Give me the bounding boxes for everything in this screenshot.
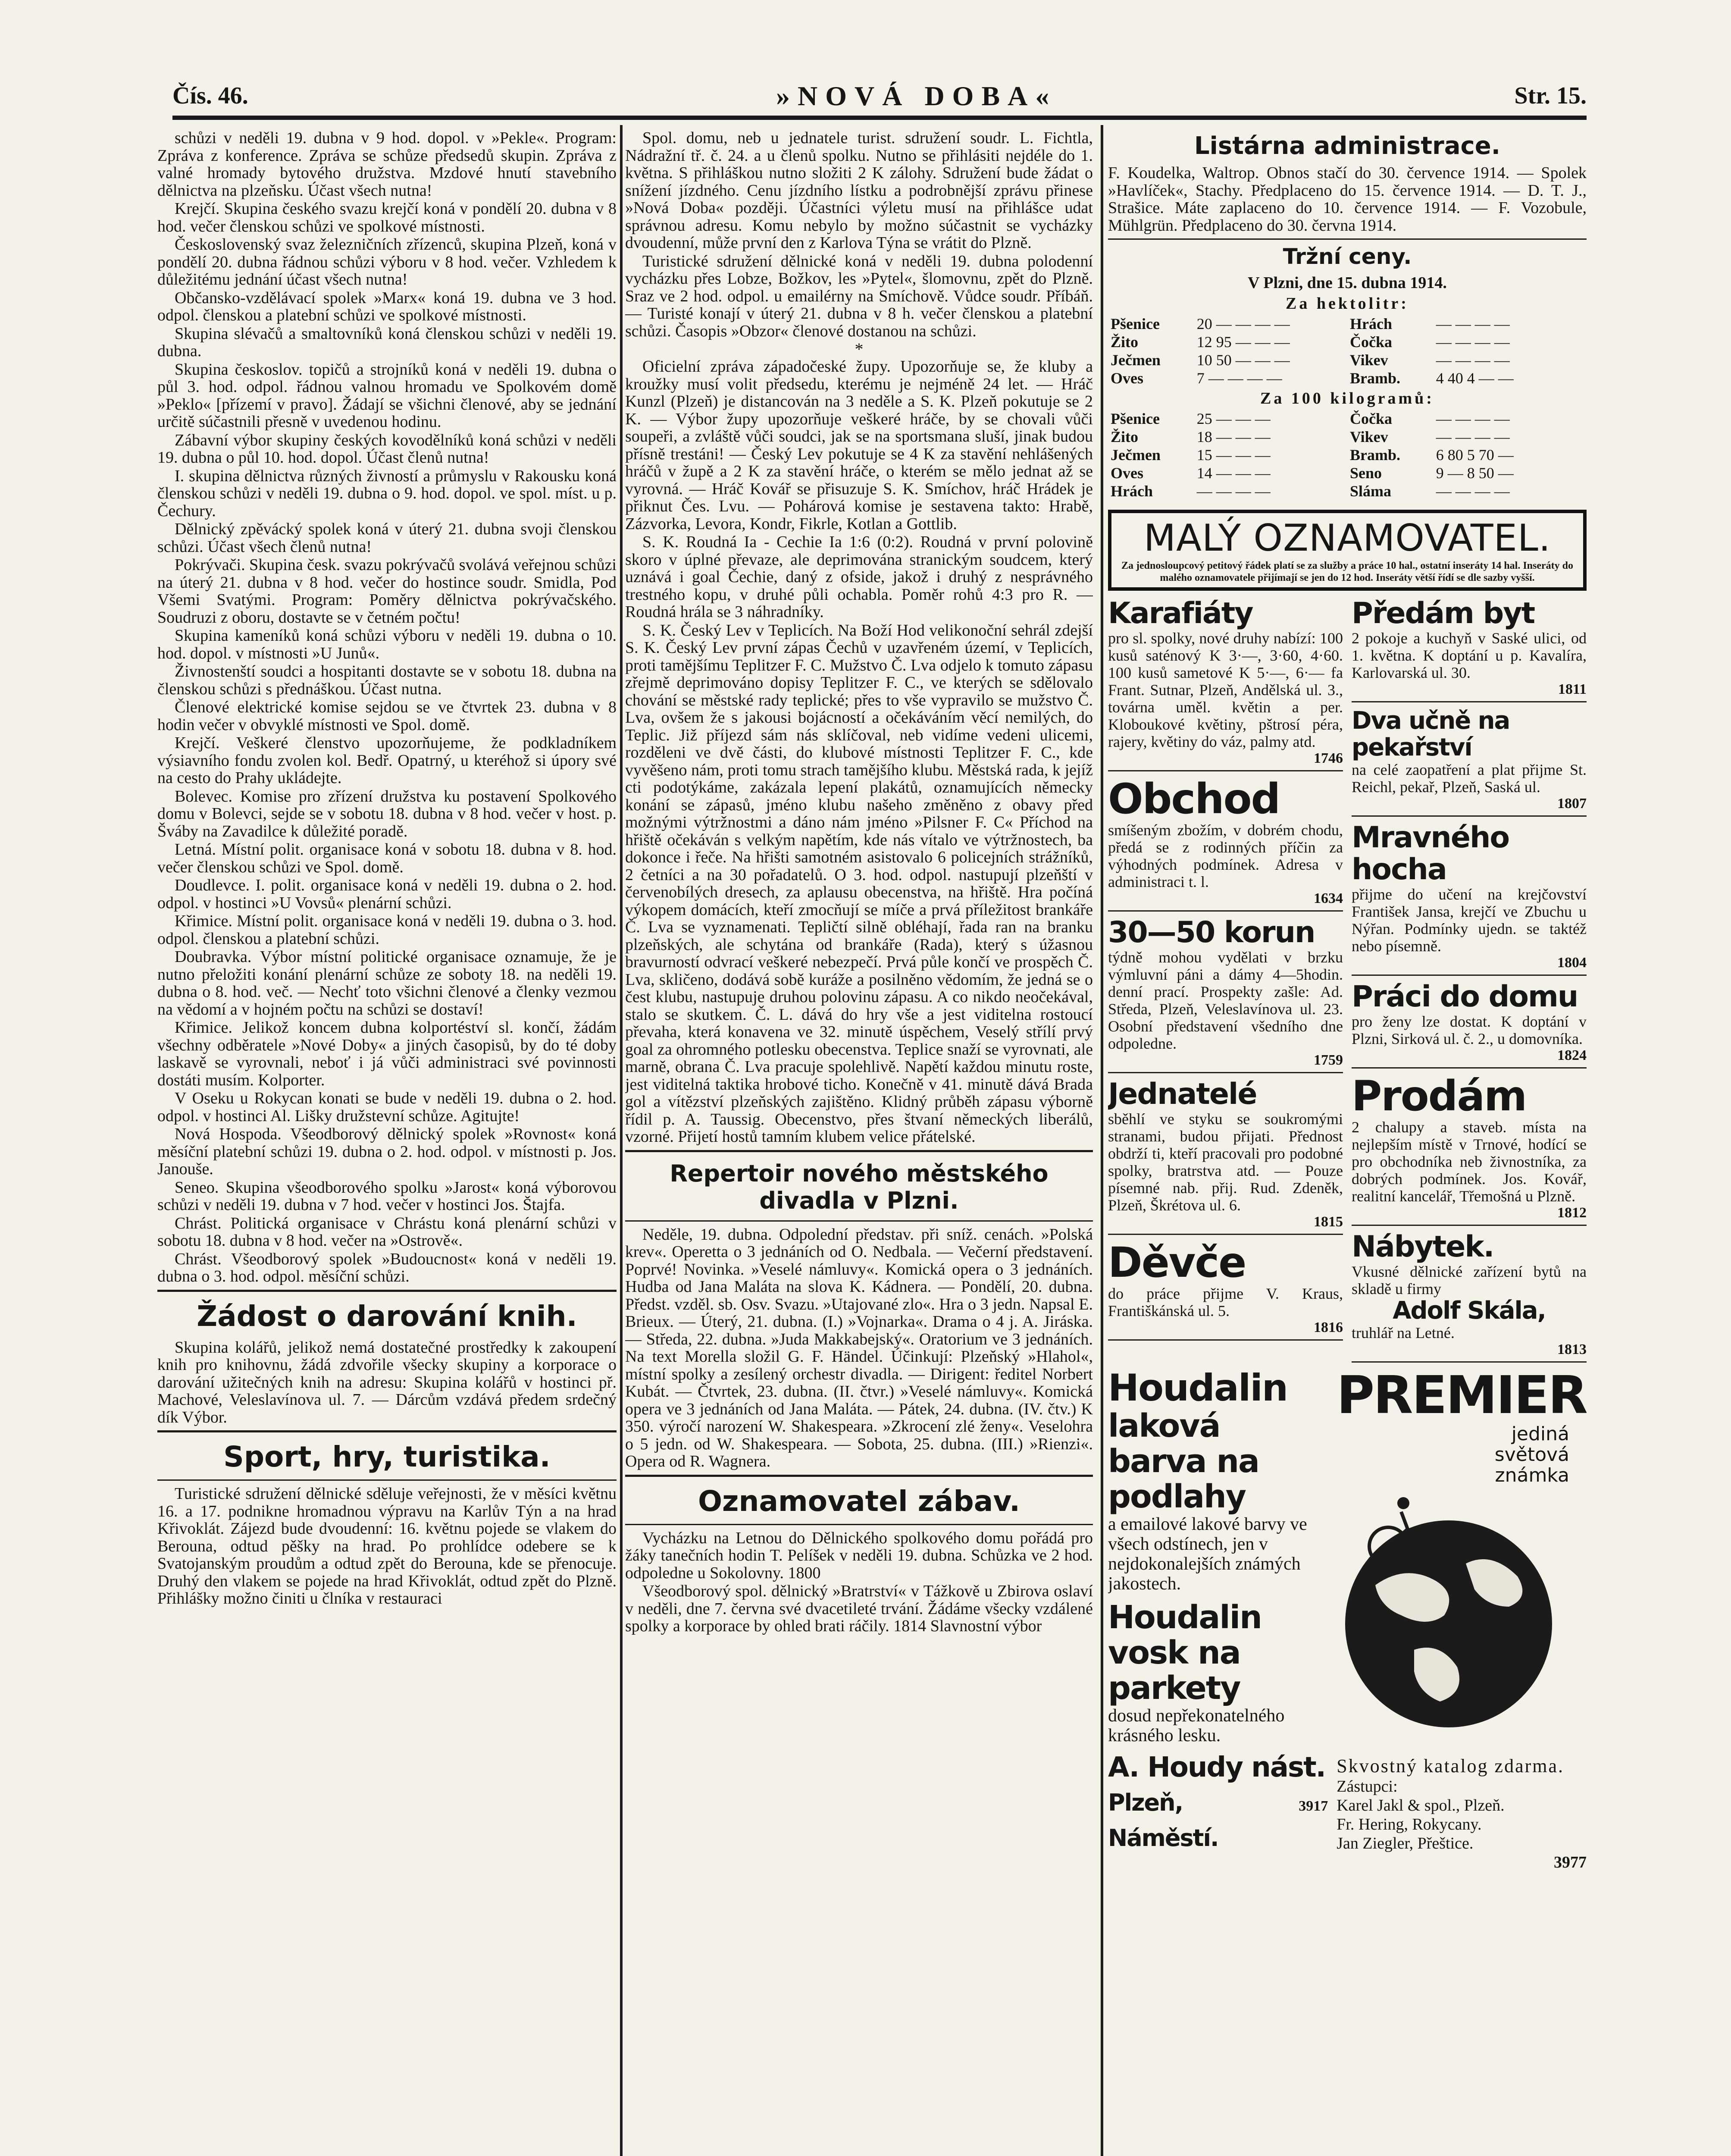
kilogram-label: Za 100 kilogramů: [1260, 389, 1434, 407]
ad-heading: Dva učně na pekařství [1352, 707, 1510, 761]
classified-ad [1352, 822, 1587, 976]
price-value: — — — — [1436, 351, 1510, 369]
notice-paragraph: V Oseku u Rokycan konati se bude v neděli 19. dubna o 2. hod. odpol. v hostinci Al. Lišky družstevní schůze. Agitujte! [157, 1089, 617, 1125]
price-value: 12 95 — — — [1196, 333, 1290, 351]
price-value: 10 50 — — — [1196, 351, 1290, 369]
classified-ad [1108, 1240, 1343, 1341]
price-label: Pšenice [1111, 410, 1160, 427]
classified-ad [1108, 598, 1343, 771]
ad-tail: truhlář na Letné. [1352, 1324, 1455, 1341]
ad-heading: Obchod [1108, 775, 1280, 823]
houdalin-body2: dosud nepřekonatelného krásného lesku. [1108, 1706, 1285, 1745]
price-label: Sláma [1349, 483, 1391, 500]
ad-number: 1807 [1557, 796, 1587, 812]
listarna-text: F. Koudelka, Waltrop. Obnos stačí do 30. července 1914. — Spolek »Havlíček«, Stachy. Předplaceno do 15. července 1914. — D. T. J., Strašice. Máte zaplaceno do 10. července 1914. — F. Vozobule, Mühlgrün. Předplaceno do 30. června 1914. [1108, 164, 1587, 235]
notice-paragraph: Seneo. Skupina všeodborového spolku »Jarost« koná výborovou schůzi v neděli 19. dubna v 7 hod. večer v hostinci Jos. Štajfa. [157, 1178, 617, 1214]
notice-paragraph: Krejčí. Skupina českého svazu krejčí koná v pondělí 20. dubna v 8 hod. večer členskou schůzi ve spolkové místnosti. [157, 200, 617, 235]
classified-ad [1352, 1231, 1587, 1363]
price-row [1108, 446, 1587, 464]
globe-bicycle-icon [1337, 1486, 1561, 1753]
price-value: 20 — — — — [1196, 315, 1290, 332]
classified-ad [1352, 598, 1587, 702]
price-value: 6 80 5 70 — [1436, 446, 1514, 464]
trzni-heading: Tržní ceny. [1283, 244, 1412, 269]
notice-paragraph: Zábavní výbor skupiny českých kovodělníků koná schůzi v neděli 19. dubna o půl 10. hod. dopol. Účast členů nutna! [157, 431, 617, 467]
price-value: 14 — — — [1196, 464, 1271, 482]
zabav-heading: Oznamovatel zábav. [698, 1484, 1020, 1518]
ad-number: 1634 [1314, 890, 1343, 906]
notice-paragraph: Skupina slévačů a smaltovníků koná členskou schůzi v neděli 19. dubna. [157, 324, 617, 360]
notice-paragraph: Turistické sdružení dělnické koná v neděli 19. dubna polodenní vycházku přes Lobze, Božkov, les »Pytel«, šlomovnu, zpět do Plzně. Sraz ve 2 hod. odpol. u emailérny na Smíchově. Vůdce soudr. Příbáň. — Turisté konají v úterý 21. dubna v 8 h. večer členskou a platební schůzi. Časopis »Obzor« členové dostanou na schůzi. [625, 252, 1093, 340]
ad-body: na celé zaopatření a plat přijme St. Reichl, pekař, Plzeň, Saská ul. [1352, 761, 1587, 796]
price-value: — — — — [1436, 483, 1510, 500]
ad-body: smíšeným zbožím, v dobrém chodu, předá se z rodinných příčin za výhodných podmínek. Adresa v administraci t. l. [1108, 821, 1343, 890]
notice-paragraph: Letná. Místní polit. organisace koná v sobotu 18. dubna v 8. hod. večer členskou schůzi ve Spol. domě. [157, 840, 617, 876]
notice-paragraph: Křimice. Místní polit. organisace koná v neděli 19. dubna o 3. hod. odpol. členskou a platební schůzi. [157, 912, 617, 948]
ad-heading: Jednatelé [1108, 1077, 1257, 1111]
premier-title: PREMIER [1337, 1366, 1587, 1426]
small-ads-left [1108, 598, 1343, 1368]
price-row [1108, 333, 1587, 351]
ad-number: 1813 [1557, 1341, 1587, 1357]
classified-ad [1352, 981, 1587, 1069]
premier-zastupce-3: Jan Ziegler, Přeštice. [1337, 1834, 1474, 1852]
notice-paragraph: Chrást. Všeodborový spolek »Budoucnost« koná v neděli 19. dubna o 3. hod. odpol. měsíční schůzi. [157, 1250, 617, 1285]
classified-ad [1108, 917, 1343, 1073]
maly-oznamovatel-title: MALÝ OZNAMOVATEL. [1143, 517, 1551, 560]
houdalin-body: a emailové lakové barvy ve všech odstínech, jen v nejdokonalejších známých jakostech. [1108, 1514, 1307, 1594]
houdalin-address: Plzeň, Náměstí. [1108, 1789, 1218, 1852]
ad-heading: Nábytek. [1352, 1230, 1494, 1264]
ad-number: 1812 [1557, 1205, 1587, 1221]
premier-zastupci-label: Zástupci: [1337, 1777, 1398, 1796]
trzni-date: V Plzni, dne 15. dubna 1914. [1248, 274, 1447, 292]
column-rule-2 [1101, 125, 1103, 2156]
price-label: Pšenice [1111, 315, 1160, 332]
notice-paragraph: Nová Hospoda. Všeodborový dělnický spolek »Rovnost« koná měsíční platební schůzi 19. dubna o 2. hod. odpol. v místnosti p. Jos. Janouše. [157, 1125, 617, 1178]
classified-ad [1352, 1074, 1587, 1226]
issue-number: Čís. 46. [172, 82, 248, 109]
column-2-sport [625, 358, 1093, 1146]
price-value: 7 — — — — [1196, 370, 1282, 387]
ad-divider [1352, 975, 1587, 976]
premier-sub-1: jediná [1511, 1423, 1569, 1445]
price-value: — — — — [1436, 315, 1510, 332]
price-value: — — — — [1436, 333, 1510, 351]
price-row [1108, 464, 1587, 482]
column-1 [157, 129, 617, 2156]
small-ads [1108, 598, 1587, 1368]
ad-body: Vkusné dělnické zařízení bytů na skladě u firmy [1352, 1263, 1587, 1297]
column-2-zabav [625, 1529, 1093, 1635]
price-value: 18 — — — [1196, 428, 1271, 445]
ad-number: 1815 [1314, 1214, 1343, 1230]
column-2 [625, 129, 1093, 2156]
hektolitr-label: Za hektolitr: [1286, 295, 1409, 313]
ad-body: pro sl. spolky, nové druhy nabízí: 100 kusů saténový K 3·—, 3·60, 4·60. 100 kusů sametové K 5·—, 6·— fa Frant. Sutnar, Plzeň, Andělská ul. 3., továrna uměl. květin a per. Kloboukové květiny, pštrosí péra, rajery, květiny do váz, palmy atd. [1108, 630, 1343, 750]
price-row [1108, 428, 1587, 446]
notice-paragraph: Československý svaz železničních zřízenců, skupina Plzeň, koná v pondělí 20. dubna řádnou schůzi výboru v 8 hod. večer. Vzhledem k důležitému jednání účast všech nutna! [157, 235, 617, 288]
newspaper-title: »NOVÁ DOBA« [776, 81, 1057, 111]
price-label: Hrách [1111, 483, 1153, 500]
premier-zastupce-2: Fr. Hering, Rokycany. [1337, 1815, 1482, 1833]
notice-paragraph: schůzi v neděli 19. dubna v 9 hod. dopol. v »Pekle«. Program: Zpráva z konference. Zpráva se schůze předsedů skupin. Zpráva z valné hromady bytového družstva. Mzdové hnutí stavebního dělnictva na plzeňsku. Účast všech nutna! [157, 129, 617, 200]
maly-oznamovatel-sub: Za jednosloupcový petitový řádek platí se za služby a práce 10 hal., ostatní inseráty 14 hal. Inseráty do malého oznamovatele přijímají se jen do 12 hod. Inseráty větší řídí se dle sazby vyšší. [1121, 560, 1574, 583]
sport-text: Turistické sdružení dělnické sděluje veřejnosti, že v měsíci květnu 16. a 17. podnikne hromadnou výpravu na Karlův Týn a na hrad Křivoklát. Zájezd bude dvoudenní: 16. květnu pojede se vlakem do Berouna, odtud pěšky na hrad. Po prohlídce odebere se k Svatojanským proudům a odtud zpět do Berouna, kde se přenocuje. Druhý den vlakem se pojede na hrad Křivoklát, odtud zpět do Plzně. Přihlášky možno činiti u člníka v restauraci [157, 1485, 617, 1608]
premier-sub-3: známka [1495, 1464, 1569, 1486]
price-label: Čočka [1349, 410, 1392, 427]
price-label: Hrách [1349, 315, 1392, 332]
ad-heading: Předám byt [1352, 596, 1535, 630]
houdalin-ad [1108, 1368, 1328, 1872]
repertoir-heading: Repertoir nového městského divadla v Plzni. [670, 1159, 1049, 1214]
notice-paragraph: Živnostenští soudci a hospitanti dostavte se v sobotu 18. dubna na členskou schůzi s přednáškou. Účast nutna. [157, 662, 617, 698]
ad-divider [1352, 1361, 1587, 1363]
classified-ad [1352, 708, 1587, 817]
price-value: 25 — — — [1196, 410, 1271, 427]
notice-paragraph: Bolevec. Komise pro zřízení družstva ku postavení Spolkového domu v Bolevci, sejde se v sobotu 18. dubna v 8 hod. večer v host. p. Šváby na Zavadilce k důležité poradě. [157, 787, 617, 840]
price-label: Vikev [1349, 351, 1388, 369]
notice-paragraph: S. K. Český Lev v Teplicích. Na Boží Hod velikonoční sehrál zdejší S. K. Český Lev první zápas Čechů v uzavřeném území, v Teplicích, proti tamějšímu Teplitzer F. C. Mužstvo Č. Lva odjelo k tomuto zápasu zřejmě deprimováno dopisy Teplitzer F. C., ve kterých se sdělovalo chování se městské rady teplické; přes to vše vypravilo se mužstvo Č. Lva, ovšem že s jakousi bojácností a očekáváním věcí nemilých, do Teplic. Již příjezd sám nás sklíčoval, neb vidíme vedeni ulicemi, rozděleni ve dvě části, do klubové místnosti Teplitzer F. C., kde vyvěšeno nám, proti tomu strach tamějšího klubu. Městská rada, k jejíž cti podotýkáme, zakázala lepení plakátů, oznamujících německy konání se zápasů, jméno klubu našeho změněno z obavy před možnými výtržnostmi a dáno nám jméno »Pilsner F. C« Příchod na hřiště očekáván s velkým napětím, kde nás vítalo ve výtržnostech, ba dokonce i řeče. Na hřišti samotném asistovalo 6 policejních strážníků, 2 četníci a na 30 pořadatelů. O 3. hod. odpol. nastupují plzeňští v červenobílých dresech, za aplausu obecenstva, na hřiště. Hra počíná výkopem domácích, kteří zmocňují se míče a prvá příležitost brankáře Č. Lva se vyznamenati. Tepličtí silně obléhají, řada ran na branku plzeňských, ale schytána od brankáře (Rada), který s úžasnou bravurností odvrací veškeré nebezpečí. Prvá půle končí ve prospěch Č. Lva, skličeno, dodává sobě kuráže a posilněno vědomím, že jedná se o čest klubu, nastupuje druhou polovinu zápasu. A co nikdo neočekával, stalo se skutkem. Č. L. dává do hry vše a jest viditelna rostoucí převaha, která konavena ve 32. minutě úspěchem, Veselý střílí prvý goal za ohromného potlesku obecenstva. Teplice snaží se vyrovnati, ale marně, obrana Č. Lva pracuje spolehlivě. Napětí každou minutu roste, jest viditelná taktika hrobové ticho. Konečně v 41. minutě dává Brada gol a vítězství plzeňských zajištěno. Klidný průběh zápasu výborně řídil p. A. Taussig. Obecenstvo, přes štvaní německých liberálů, vzorné. Přijetí hostů tamním klubem velice přátelské. [625, 621, 1093, 1146]
section-divider [157, 1290, 617, 1292]
notice-paragraph: Chrást. Politická organisace v Chrástu koná plenární schůzi v sobotu 18. dubna v 8 hod. večer na »Ostrově«. [157, 1214, 617, 1250]
price-label: Bramb. [1349, 370, 1400, 387]
notice-paragraph: S. K. Roudná Ia - Cechie Ia 1:6 (0:2). Roudná v první polovině skoro v úplné převaze, ale deprimována stranickým soudcem, který uznává i goal Čechie, daný z ofside, jakož i druhý z nesprávného trestného kopu, v druhé půli ochabla. Poměr rohů 4:3 pro R. — Roudná hrála se 3 náhradníky. [625, 533, 1093, 621]
ad-body: do práce přijme V. Kraus, Františkánská ul. 5. [1108, 1285, 1343, 1319]
ad-body: 2 chalupy a staveb. místa na nejlepším místě v Trnové, hodící se pro obchodníka neb živnostníka, za dobrých podmínek. Jos. Kovář, realitní kancelář, Třemošná u Plzně. [1352, 1119, 1587, 1205]
notice-paragraph: Křimice. Jelikož koncem dubna kolportéství sl. končí, žádám všechny odběratele »Nové Doby« a jiných časopisů, by do té doby laskavě se vyrovnali, neboť i já vůči administraci své povinnosti dostáti musím. Kolporter. [157, 1018, 617, 1089]
separator-star: * [855, 339, 864, 359]
section-divider [625, 1150, 1093, 1152]
notice-paragraph: Členové elektrické komise sejdou se ve čtvrtek 23. dubna v 8 hodin večer v obvyklé místnosti ve Spol. domě. [157, 698, 617, 734]
ad-body: 2 pokoje a kuchyň v Saské ulici, od 1. května. K doptání u p. Kavalíra, Karlovarská ul. 30. [1352, 630, 1587, 681]
ad-divider [1108, 910, 1343, 912]
section-divider [157, 1479, 617, 1481]
ad-divider [1352, 1067, 1587, 1069]
ad-body: přijme do učení na krejčovství František Jansa, krejčí ve Zbuchu u Nýřan. Podmínky ujedn. se taktéž nebo písemně. [1352, 886, 1587, 955]
price-row [1108, 369, 1587, 387]
column-3 [1108, 129, 1587, 2156]
ad-number: 1804 [1557, 955, 1587, 971]
notice-paragraph: Občansko-vzdělávací spolek »Marx« koná 19. dubna ve 3 hod. odpol. členskou a platební schůzi ve spolkové místnosti. [157, 288, 617, 324]
ad-body: sběhlí ve styku se soukromými stranami, budou přijati. Přednost obdrží ti, kteří pracovali pro podobné spolky, bratrstva atd. — Pouze písemné nab. přij. Rud. Zdeněk, Plzeň, Škrétova ul. 6. [1108, 1110, 1343, 1214]
price-label: Vikev [1349, 428, 1388, 445]
notice-paragraph: Skupina českoslov. topičů a strojníků koná v neděli 19. dubna o půl 3. hod. odpol. řádnou valnou hromadu ve Spolkovém domě »Peklo« [přízemí v pravo]. Žádají se všichni členové, aby se jednání určitě súčastnili přesně v uvedenou hodinu. [157, 360, 617, 431]
ad-heading: Práci do domu [1352, 980, 1578, 1014]
section-divider [625, 1475, 1093, 1477]
price-label: Ječmen [1111, 446, 1161, 464]
sport-heading: Sport, hry, turistika. [223, 1440, 551, 1473]
notice-paragraph: Dělnický zpěvácký spolek koná v úterý 21. dubna svoji členskou schůzi. Účast všech členů nutna! [157, 520, 617, 556]
prices-kilogram-table [1108, 410, 1587, 500]
price-value: — — — — [1436, 410, 1510, 427]
classified-ad [1108, 1078, 1343, 1235]
ad-number: 1759 [1314, 1052, 1343, 1068]
section-divider [157, 1430, 617, 1432]
price-row [1108, 410, 1587, 428]
price-label: Ječmen [1111, 351, 1161, 369]
houdalin-vosk: Houdalin vosk na parkety [1108, 1599, 1261, 1707]
darovani-text: Skupina kolářů, jelikož nemá dostatečné prostředky k zakoupení knih pro knihovnu, žádá zdvořile všecky skupiny a korporace o darování užitečných knih na adresu: Skupina kolářů v hostinci př. Machové, Veleslavínova ul. 7. — Dárcům vzdává předem srdečný dík Výbor. [157, 1338, 617, 1426]
price-row [1108, 482, 1587, 500]
premier-sub-2: světová [1494, 1444, 1569, 1466]
ad-firm-name: Adolf Skála, [1393, 1297, 1546, 1325]
ad-divider [1108, 1234, 1343, 1235]
notice-paragraph: Pokrývači. Skupina česk. svazu pokrývačů svolává veřejnou schůzi na úterý 21. dubna v 8 hod. večer do hostince soudr. Smidla, Pod Všemi Svatými. Program: Poměry dělnictva pokrývačského. Soudruzi z oboru, dostavte se v četném počtu! [157, 556, 617, 627]
ad-number: 1811 [1558, 681, 1587, 697]
ad-number: 1746 [1314, 750, 1343, 766]
price-label: Žito [1111, 428, 1139, 445]
houdalin-title: Houdalin [1108, 1366, 1288, 1410]
ad-heading: Mravného hocha [1352, 821, 1509, 887]
prices-hektolitr-table [1108, 315, 1587, 387]
maly-oznamovatel-box [1108, 510, 1587, 591]
price-row [1108, 351, 1587, 369]
header-rule [172, 116, 1587, 120]
column-rule-1 [620, 125, 623, 2156]
price-label: Seno [1349, 464, 1382, 482]
section-divider [625, 1524, 1093, 1525]
premier-katalog: Skvostný katalog zdarma. [1337, 1755, 1565, 1777]
notice-paragraph: Doudlevce. I. polit. organisace koná v neděli 19. dubna o 2. hod. odpol. v hostinci »U Vovsů« plenární schůzi. [157, 876, 617, 912]
classified-ad [1108, 777, 1343, 912]
houdalin-firm: A. Houdy nást. [1108, 1752, 1325, 1783]
price-value: 9 — 8 50 — [1436, 464, 1514, 482]
price-label: Oves [1111, 464, 1143, 482]
price-value: — — — — [1436, 428, 1510, 445]
ad-divider [1352, 1225, 1587, 1226]
column-2-turist [625, 129, 1093, 340]
notice-paragraph: Spol. domu, neb u jednatele turist. sdružení soudr. L. Fichtla, Nádražní tř. č. 24. a u členů spolku. Nutno se přihlásiti nejdéle do 1. května. S přihláškou nutno složiti 2 K zálohy. Sdružení bude žádat o snížení jízdného. Cenu jízdního lístku a podrobnější zprávu přinese »Nová Doba« později. Účastníci výletu musí na přihlášce udat správnou adresu. Komu nebylo by možno súčastnit se vycházky dvoudenní, může první den z Karlova Týna se vrátit do Plzně. [625, 129, 1093, 252]
price-value: 15 — — — [1196, 446, 1271, 464]
page-number: Str. 15. [1514, 82, 1587, 109]
ad-heading: Děvče [1108, 1238, 1246, 1287]
price-label: Žito [1111, 333, 1139, 351]
ad-divider [1352, 815, 1587, 817]
price-label: Oves [1111, 370, 1143, 387]
column-1-notices [157, 129, 617, 1285]
notice-paragraph: Vycházku na Letnou do Dělnického spolkového domu pořádá pro žáky tanečních hodin T. Pelíšek v neděli 19. dubna. Schůzka ve 2 hod. odpoledne u Sokolovny. 1800 [625, 1529, 1093, 1582]
display-ads [1108, 1368, 1587, 1872]
premier-ad [1337, 1368, 1587, 1872]
repertoir-text: Neděle, 19. dubna. Odpolední představ. při sníž. cenách. »Polská krev«. Operetta o 3 jednáních od O. Nedbala. — Večerní představení. Poprvé! Novinka. »Veselé námluvy«. Komická opera o 3 jednáních. Hudba od Jana Maláta na slova K. Kádnera. — Pondělí, 20. dubna. Předst. vzděl. sb. Osv. Svazu. »Utajované zlo«. Hra o 3 jedn. Napsal E. Brieux. — Úterý, 21. dubna. (I.) »Vojnarka«. Drama o 4 j. A. Jiráska. — Středa, 22. dubna. »Juda Makkabejský«. Oratorium ve 3 jednáních. Na text Morella složil G. F. Händel. Účinkují: Plzeňský »Hlahol«, místní spolky a zesílený orchestr divadla. — Dirigent: ředitel Norbert Kubát. — Čtvrtek, 23. dubna. (II. čtvr.) »Veselé námluvy«. Komická opera ve 3 jednáních od Jana Maláta. — Pátek, 24. dubna. (IV. čtv.) K 350. výročí narození W. Shakespeara. »Zkrocení zlé ženy«. Veselohra o 5 jedn. od W. Shakespeara. — Sobota, 25. dubna. (III.) »Rienzi«. Opera od R. Wagnera. [625, 1225, 1093, 1470]
ad-number: 1824 [1557, 1047, 1587, 1063]
ad-heading: 30—50 korun [1108, 915, 1315, 950]
premier-zastupce-1: Karel Jakl & spol., Plzeň. [1337, 1796, 1505, 1814]
ad-body: týdně mohou vydělati v brzku výmluvní páni a dámy 4—5hodin. denní prací. Prospekty zašle: Ad. Středa, Plzeň, Veleslavínova ul. 23. Osobní představení všedního dne odpoledne. [1108, 949, 1343, 1052]
price-row [1108, 315, 1587, 333]
notice-paragraph: I. skupina dělnictva různých živností a průmyslu v Rakousku koná členskou schůzi v neděli 19. dubna o 9. hod. dopol. ve spol. míst. u p. Čechury. [157, 467, 617, 520]
section-divider [1108, 238, 1587, 240]
houdalin-subtitle: laková barva na podlahy [1108, 1407, 1259, 1515]
notice-paragraph: Doubravka. Výbor místní politické organisace oznamuje, že je nutno přeložiti konání plenární schůze ze soboty 18. na neděli 19. dubna o 8. hod. več. — Nechť toto všichni členové a členky vezmou na vědomí a v hojném počtu na schůzi se dostaví! [157, 948, 617, 1018]
ad-body: pro ženy lze dostat. K doptání v Plzni, Sirková ul. č. 2., u domovníka. [1352, 1013, 1587, 1047]
ad-divider [1108, 1339, 1343, 1341]
notice-paragraph: Skupina kameníků koná schůzi výboru v neděli 19. dubna o 10. hod. dopol. v místnosti »U Junů«. [157, 627, 617, 662]
notice-paragraph: Oficielní zpráva západočeské župy. Upozorňuje se, že kluby a kroužky musí volit předsedu, kterému je nejméně 24 let. — Hráč Kunzl (Plzeň) je distancován na 3 neděle a S. K. Plzeň pokutuje se 2 K. — Výbor župy upozorňuje veškeré hráče, by se chovali vůči soupeři, a zvláště vůči soudci, jak se na sportsmana sluší, jinak budou přísně trestáni! — Český Lev pokutuje se 4 K za stavění nehlášených hráčů v župě a 2 K za stavění hráče, o kterém se mělo jednat až se vyrovná. — Hráč Kovář se přisuzuje S. K. Smíchov, hráč Hrádek je přiknut Čes. Lvu. — Pohárová komise je sestavena takto: Hrabě, Zázvorka, Levora, Kondr, Fikrle, Kotlan a Gottlib. [625, 357, 1093, 533]
ad-divider [1108, 1072, 1343, 1073]
premier-number: 3977 [1554, 1853, 1587, 1871]
ad-divider [1108, 770, 1343, 771]
price-value: 4 40 4 — — [1436, 370, 1514, 387]
ad-divider [1352, 701, 1587, 702]
houdalin-number: 3917 [1299, 1798, 1328, 1814]
notice-paragraph: Všeodborový spol. dělnický »Bratrství« v Tážkově u Zbirova oslaví v neděli, dne 7. června své dvacetileté trvání. Žádáme všecky vzdálené spolky a korporace by ohled brati ráčily. 1814 Slavnostní výbor [625, 1582, 1093, 1635]
ad-heading: Prodám [1352, 1072, 1527, 1120]
listarna-heading: Listárna administrace. [1194, 132, 1500, 160]
price-label: Bramb. [1349, 446, 1400, 464]
notice-paragraph: Krejčí. Veškeré členstvo upozorňujeme, že podkladníkem výsiavního fondu zvolen kol. Bedř. Opatrný, u kteréhož si úpory své na cesto do Prahy ukládejte. [157, 734, 617, 787]
small-ads-right [1352, 598, 1587, 1368]
ad-heading: Karafiáty [1108, 596, 1253, 630]
ad-number: 1816 [1314, 1319, 1343, 1335]
price-value: — — — — [1196, 483, 1271, 500]
price-label: Čočka [1349, 333, 1392, 351]
darovani-heading: Žádost o darování knih. [197, 1299, 577, 1333]
section-divider [625, 1220, 1093, 1222]
